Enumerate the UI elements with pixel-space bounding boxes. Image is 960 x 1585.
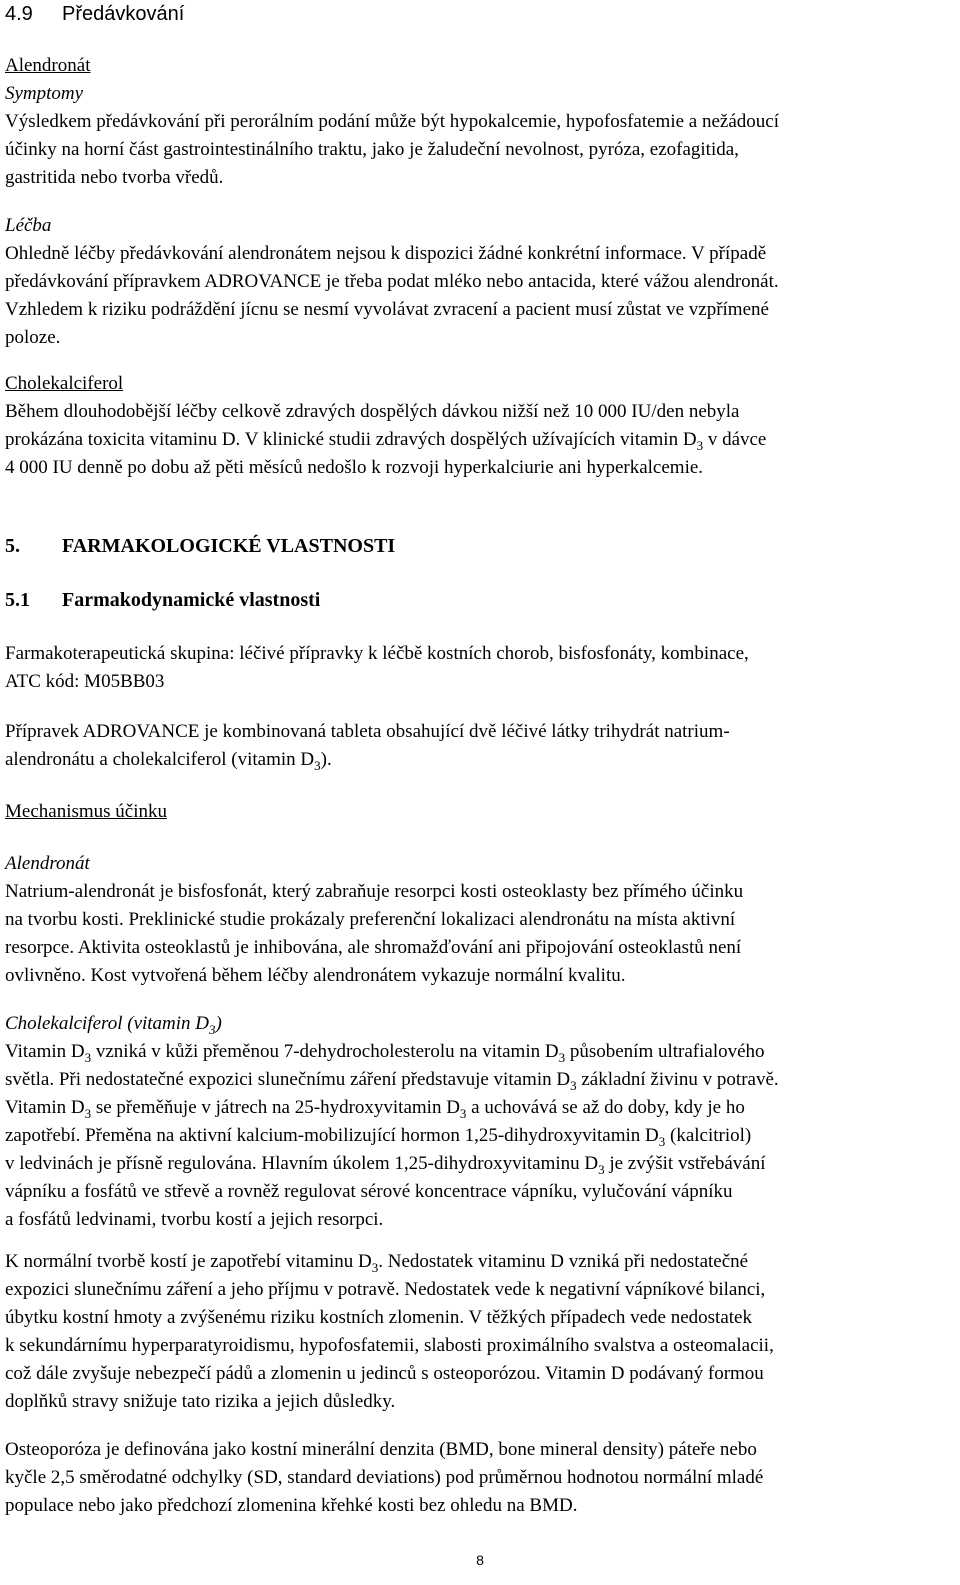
alendronate-heading: Alendronát <box>5 55 91 76</box>
composition-paragraph <box>5 718 950 774</box>
subscript: 3 <box>558 1049 566 1065</box>
symptoms-paragraph <box>5 108 950 192</box>
treatment-heading: Léčba <box>5 215 52 236</box>
text-span: Vitamin D <box>5 1041 85 1062</box>
text-line: gastritida nebo tvorba vředů. <box>5 167 224 188</box>
text-line <box>5 1122 950 1150</box>
section-title: FARMAKOLOGICKÉ VLASTNOSTI <box>62 535 396 557</box>
text-line: Výsledkem předávkování při perorálním podání může být hypokalcemie, hypofosfatemie a nežádoucí <box>5 111 779 132</box>
text-line: Během dlouhodobější léčby celkově zdravých dospělých dávkou nižší než 10 000 IU/den nebyla <box>5 401 740 422</box>
cholecalciferol-subheading <box>5 1010 950 1038</box>
section-title: Farmakodynamické vlastnosti <box>62 589 321 611</box>
text-line: předávkování přípravkem ADROVANCE je třeba podat mléko nebo antacida, které vážou alendronát. <box>5 271 779 292</box>
subscript: 3 <box>371 1259 379 1275</box>
section-number: 5. <box>5 535 20 557</box>
text-line: a fosfátů ledvinami, tvorbu kostí a jejich resorpci. <box>5 1209 384 1230</box>
text-line: Přípravek ADROVANCE je kombinovaná tableta obsahující dvě léčivé látky trihydrát natrium- <box>5 721 730 742</box>
text-span: Cholekalciferol (vitamin D <box>5 1013 210 1034</box>
text-line: Vzhledem k riziku podráždění jícnu se nesmí vyvolávat zvracení a pacient musí zůstat ve vzpřímené <box>5 299 769 320</box>
section-number: 4.9 <box>5 3 33 25</box>
mechanism-heading: Mechanismus účinku <box>5 801 168 822</box>
alendronate-paragraph <box>5 878 950 990</box>
text-line: kyčle 2,5 směrodatné odchylky (SD, standard deviations) pod průměrnou hodnotou normální mladé <box>5 1467 764 1488</box>
text-span: světla. Při nedostatečné expozici slunečnímu záření představuje vitamin D <box>5 1069 571 1090</box>
text-span: základní živinu v potravě. <box>576 1069 779 1090</box>
subscript: 3 <box>314 757 321 773</box>
section-heading-5-1 <box>5 586 950 614</box>
text-line: k sekundárnímu hyperparatyroidismu, hypofosfatemii, slabosti proximálního svalstva a osteomalacii, <box>5 1335 774 1356</box>
cholecalciferol-heading: Cholekalciferol <box>5 373 124 394</box>
text-span: ) <box>215 1013 222 1034</box>
text-span: (kalcitriol) <box>665 1125 752 1146</box>
osteoporosis-paragraph <box>5 1436 950 1520</box>
pharmacotherapeutic-group <box>5 640 950 696</box>
text-line: resorpce. Aktivita osteoklastů je inhibována, ale shromažďování ani připojování osteoklastů není <box>5 937 742 958</box>
text-span: . Nedostatek vitaminu D vzniká při nedostatečné <box>378 1251 749 1272</box>
cholecalciferol-paragraph <box>5 398 950 482</box>
text-span: ). <box>320 749 332 770</box>
section-heading-5 <box>5 532 950 560</box>
text-span: vzniká v kůži přeměnou 7-dehydrocholesterolu na vitamin D <box>91 1041 559 1062</box>
text-line <box>5 1094 950 1122</box>
text-span: alendronátu a cholekalciferol (vitamin D <box>5 749 315 770</box>
text-line: úbytku kostní hmoty a zvýšenému riziku kostních zlomenin. V těžkých případech vede nedostatek <box>5 1307 752 1328</box>
subscript: 3 <box>84 1049 92 1065</box>
section-heading-4-9 <box>5 0 950 28</box>
text-line <box>5 1066 950 1094</box>
text-line <box>5 1248 950 1276</box>
text-span: je zvýšit vstřebávání <box>604 1153 766 1174</box>
text-line: 4 000 IU denně po dobu až pěti měsíců nedošlo k rozvoji hyperkalciurie ani hyperkalcemie. <box>5 457 704 478</box>
text-line: populace nebo jako předchozí zlomenina křehké kosti bez ohledu na BMD. <box>5 1495 578 1516</box>
page-number: 8 <box>476 1552 484 1568</box>
vitamin-d-deficiency-paragraph <box>5 1248 950 1416</box>
text-line: ATC kód: M05BB03 <box>5 671 165 692</box>
text-line: ovlivněno. Kost vytvořená během léčby alendronátem vykazuje normální kvalitu. <box>5 965 626 986</box>
section-number: 5.1 <box>5 589 30 611</box>
text-span: Vitamin D <box>5 1097 85 1118</box>
subscript: 3 <box>570 1077 577 1093</box>
symptoms-heading: Symptomy <box>5 83 84 104</box>
subscript: 3 <box>84 1105 92 1121</box>
text-line: doplňků stravy snižuje tato rizika a jejich důsledky. <box>5 1391 396 1412</box>
text-line: expozici slunečnímu záření a jeho příjmu v potravě. Nedostatek vede k negativní vápníkové bilanci, <box>5 1279 766 1300</box>
text-span: a uchovává se až do doby, kdy je ho <box>466 1097 745 1118</box>
text-line: na tvorbu kosti. Preklinické studie prokázaly preferenční lokalizaci alendronátu na místa aktivní <box>5 909 736 930</box>
text-line <box>5 1150 950 1178</box>
text-line <box>5 1038 950 1066</box>
text-span: v dávce <box>707 429 767 450</box>
subscript: 3 <box>696 437 704 453</box>
text-line <box>5 746 950 774</box>
section-title: Předávkování <box>62 3 185 25</box>
subscript: 3 <box>658 1133 666 1149</box>
text-span: zapotřebí. Přeměna na aktivní kalcium-mobilizující hormon 1,25-dihydroxyvitamin D <box>5 1125 659 1146</box>
text-span: prokázána toxicita vitaminu D. V klinické studii zdravých dospělých užívajících vitamin D <box>5 429 697 450</box>
text-line: Ohledně léčby předávkování alendronátem nejsou k dispozici žádné konkrétní informace. V případě <box>5 243 767 264</box>
text-line: účinky na horní část gastrointestinálního traktu, jako je žaludeční nevolnost, pyróza, ezofagitida, <box>5 139 739 160</box>
text-span: se přeměňuje v játrech na 25-hydroxyvitamin D <box>91 1097 460 1118</box>
text-line: což dále zvyšuje nebezpečí pádů a zlomenin u jedinců s osteoporózou. Vitamin D podávaný formou <box>5 1363 764 1384</box>
alendronate-subheading: Alendronát <box>5 853 90 874</box>
subscript: 3 <box>598 1161 605 1177</box>
text-line <box>5 426 950 454</box>
text-line: Osteoporóza je definována jako kostní minerální denzita (BMD, bone mineral density) páteře nebo <box>5 1439 757 1460</box>
subscript: 3 <box>459 1105 467 1121</box>
text-line: Natrium-alendronát je bisfosfonát, který zabraňuje resorpci kosti osteoklasty bez přímého účinku <box>5 881 744 902</box>
text-span: K normální tvorbě kostí je zapotřebí vitaminu D <box>5 1251 372 1272</box>
cholecalciferol-mechanism-paragraph <box>5 1038 950 1234</box>
text-span: působením ultrafialového <box>565 1041 765 1062</box>
text-line: vápníku a fosfátů ve střevě a rovněž regulovat sérové koncentrace vápníku, vylučování vápníku <box>5 1181 733 1202</box>
subscript: 3 <box>209 1021 216 1037</box>
text-line: Farmakoterapeutická skupina: léčivé přípravky k léčbě kostních chorob, bisfosfonáty, kombinace, <box>5 643 749 664</box>
treatment-paragraph <box>5 240 950 352</box>
text-span: v ledvinách je přísně regulována. Hlavním úkolem 1,25-dihydroxyvitaminu D <box>5 1153 599 1174</box>
text-line: poloze. <box>5 327 61 348</box>
